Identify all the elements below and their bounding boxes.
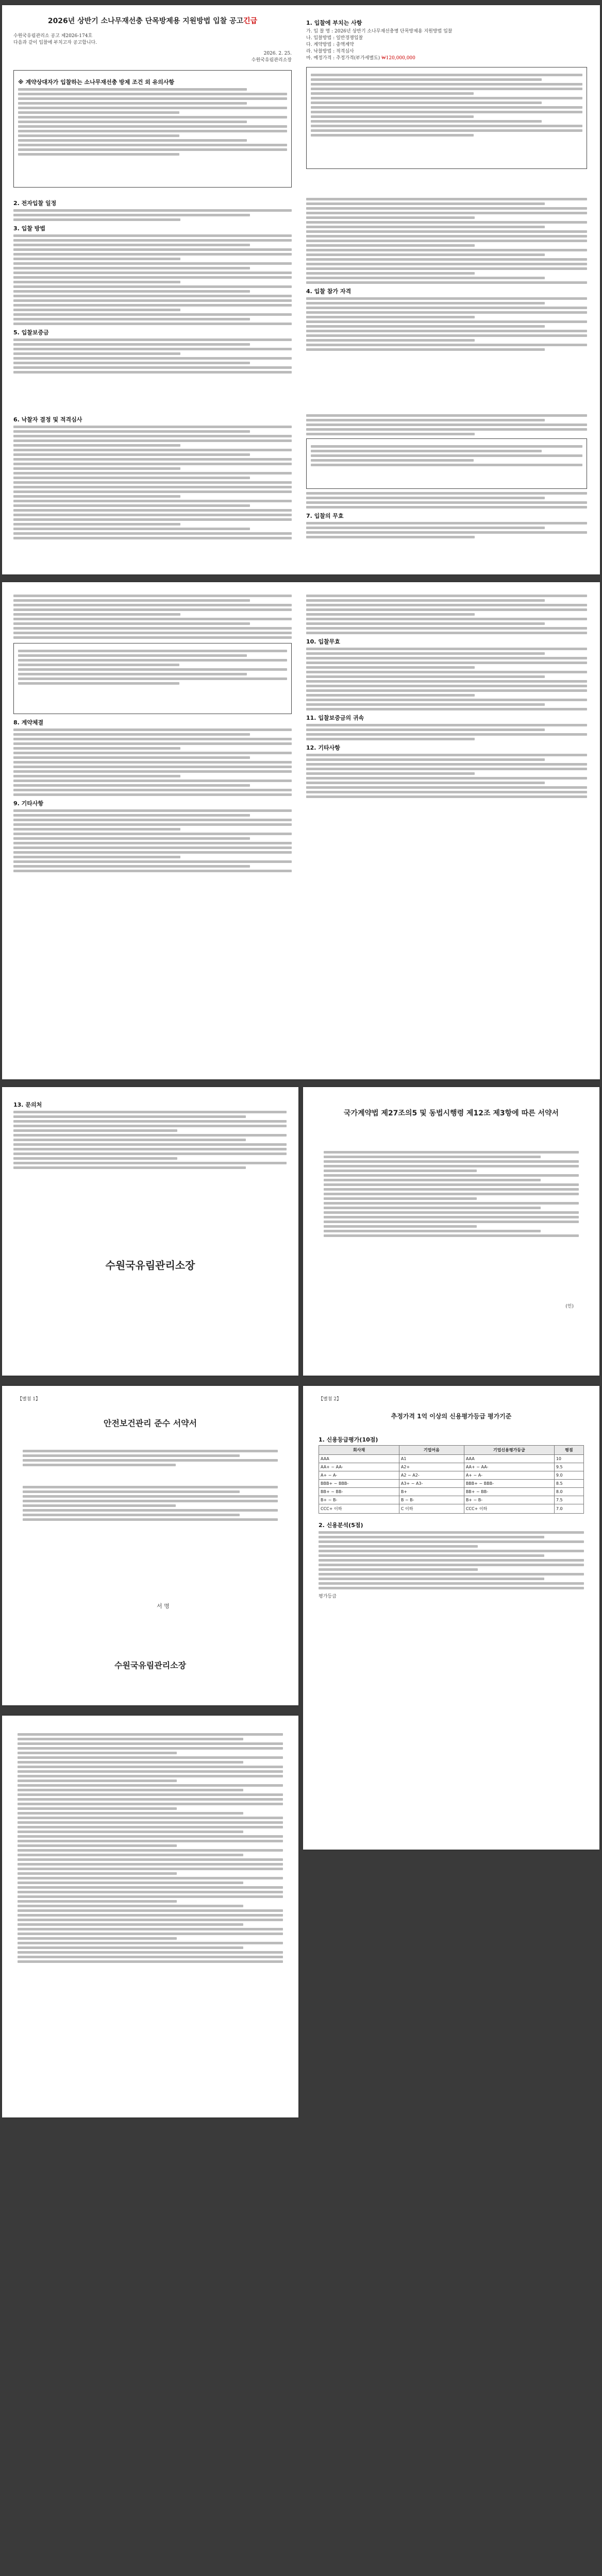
page-4: [303, 1087, 599, 1376]
notice-issuer: 수원국유림관리소장: [251, 58, 292, 63]
section-8-title: 8. 계약체결: [13, 719, 44, 726]
page-5-signature-label: 서 명: [157, 1603, 170, 1609]
section-10-title: 10. 입찰무효: [306, 638, 340, 645]
bid-info-rows: 가. 입 찰 명 : 2026년 상반기 소나무재선충병 단목방제용 지원방법 입찰 나. 입찰방법 : 일반경쟁입찰 다. 계약방법 : 총액계약 라. 낙찰방법 : 적격심사 마. 예정가격 : 추정가격(부가세별도) ₩120,000,000: [306, 29, 453, 61]
page-3: [2, 1087, 298, 1376]
page-5: [2, 1386, 298, 1705]
estimated-price: ₩120,000,000: [381, 56, 415, 61]
section-2-title: 2. 전자입찰 일정: [13, 200, 57, 207]
table-row: BB+ ~ BB- B+ BB+ ~ BB- 8.0: [319, 1488, 584, 1496]
section-6-title: 6. 낙찰자 결정 및 적격심사: [13, 416, 82, 423]
notice-date: 2026. 2. 25.: [263, 51, 292, 57]
notice-box-2: [306, 438, 587, 489]
page-1: [2, 5, 600, 574]
rating-table-title: 1. 신용등급평가(10점): [319, 1436, 378, 1443]
notice-lines: 수원국유림관리소 공고 제2026-174호 다음과 같이 입찰에 부치고자 공고합니다.: [13, 33, 97, 46]
section-4-title: 4. 입찰 참가 자격: [306, 288, 352, 295]
page-7: [2, 1716, 298, 2117]
page-2: [2, 582, 600, 1079]
table-row: AA+ ~ AA- A2+ AA+ ~ AA- 9.5: [319, 1463, 584, 1471]
page-6: [303, 1386, 599, 1850]
section-7-title: 7. 입찰의 무효: [306, 513, 344, 519]
credit-analysis-title: 2. 신용분석(5점): [319, 1522, 363, 1529]
score-label: 평가등급: [319, 1594, 337, 1599]
notice-box: [13, 70, 292, 188]
page-5-tag: 【별첨 1】: [18, 1397, 40, 1402]
section-11-title: 11. 입찰보증금의 귀속: [306, 715, 364, 721]
section-5-title: 5. 입찰보증금: [13, 329, 49, 336]
page-4-title: 국가계약법 제27조의5 및 동법시행령 제12조 제3항에 따른 서약서: [343, 1109, 559, 1117]
section-9-title: 9. 기타사항: [13, 800, 44, 807]
table-row: BBB+ ~ BBB- A3+ ~ A3- BBB+ ~ BBB- 8.5: [319, 1480, 584, 1488]
table-row: CCC+ 이하 C 이하 CCC+ 이하 7.0: [319, 1504, 584, 1514]
section-1-title: 1. 입찰에 부치는 사항: [306, 20, 362, 26]
section-13-title: 13. 문의처: [13, 1101, 42, 1108]
section-3-title: 3. 입찰 방법: [13, 225, 45, 232]
page-3-issuer: 수원국유림관리소장: [105, 1259, 195, 1272]
page-5-issuer: 수원국유림관리소장: [114, 1660, 187, 1670]
credit-rating-table: 회사채 기업어음 기업신용평가등급 평점 AAA A1 AAA 10 AA+ ~ AA- A2+ AA+ ~ AA- 9.5 A+ ~ A- A2 ~ A2- A+ ~ A- 9.0 BBB+ ~ BBB- A3+ ~ A3- BBB+ ~ BBB- 8.5 BB+ ~ BB- B+ BB+ ~ BB- 8.0 B+ ~ B- B ~ B- B+ ~ B- 7.5 CCC+ 이하 C 이하 CCC+ 이하 7.0: [319, 1445, 584, 1514]
page-6-title: 추정가격 1억 이상의 신용평가등급 평가기준: [391, 1413, 512, 1420]
notice-box-3: [13, 643, 292, 714]
page-1-title: 2026년 상반기 소나무재선충 단목방제용 지원방법 입찰 공고긴급: [47, 17, 258, 25]
bid-notes-box: [306, 67, 587, 169]
table-row: A+ ~ A- A2 ~ A2- A+ ~ A- 9.0: [319, 1471, 584, 1480]
page-5-title: 안전보건관리 준수 서약서: [103, 1418, 197, 1428]
page-4-stamp-label: (인): [565, 1304, 574, 1309]
page-6-tag: 【별첨 2】: [319, 1397, 341, 1402]
table-row: B+ ~ B- B ~ B- B+ ~ B- 7.5: [319, 1496, 584, 1504]
notice-box-title: ※ 계약상대자가 입찰하는 소나무재선충 방제 조건 외 유의사항: [18, 79, 175, 86]
section-12-title: 12. 기타사항: [306, 744, 340, 751]
table-row: AAA A1 AAA 10: [319, 1455, 584, 1463]
